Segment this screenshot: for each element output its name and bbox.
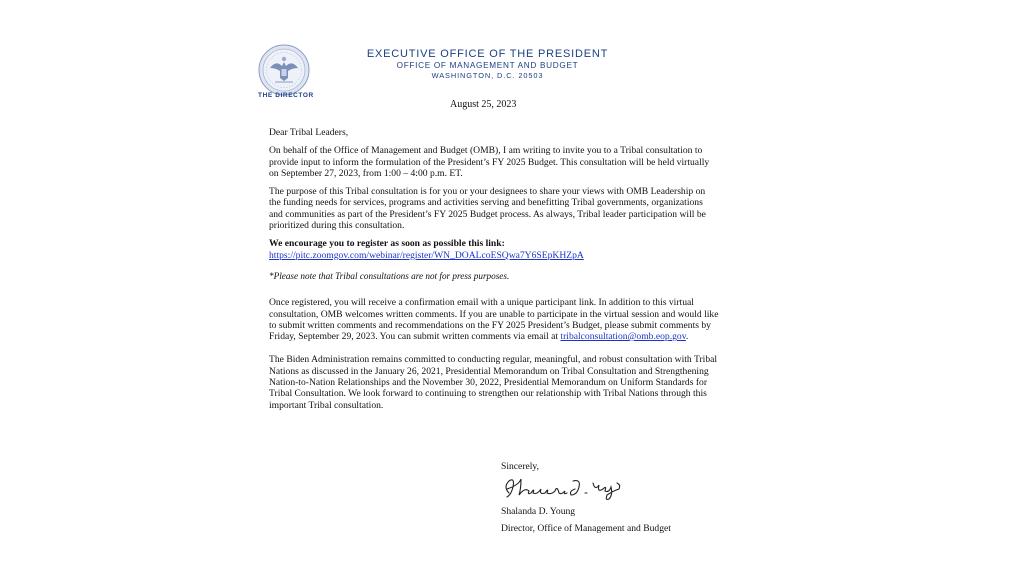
paragraph-comments-end: . (685, 331, 689, 343)
seal-caption: THE DIRECTOR (258, 92, 314, 99)
letterhead-office: EXECUTIVE OFFICE OF THE PRESIDENT (366, 48, 609, 60)
paragraph-purpose: The purpose of this Tribal consultation is for you or your designees to share your views with OMB Leadership on the funding needs for services, programs and activities serving and benefitting Tribal governments, organizations and communities as part of the President’s FY 2025 Budget process. As always, Tribal leader participation will be prioritized during this consultation. (269, 186, 706, 232)
paragraph-comments (269, 297, 719, 342)
email-link[interactable]: tribalconsultation@omb.eop.gov (560, 331, 686, 343)
signer-title: Director, Office of Management and Budget (501, 523, 671, 534)
letter-date: August 25, 2023 (450, 99, 517, 110)
paragraph-comments-text: Once registered, you will receive a confirmation email with a unique participant link. In addition to this virtual consultation, OMB welcomes written comments. If you are unable to participate in the virtual session and would like to submit written comments and recommendations on the FY 2025 President’s Budget, please submit comments by Friday, September 29, 2023. You can submit written comments via email at (269, 297, 719, 343)
registration-block (269, 238, 719, 261)
letter-body (269, 127, 719, 421)
signer-name: Shalanda D. Young (501, 506, 576, 517)
salutation: Dear Tribal Leaders, (269, 127, 349, 138)
press-note: *Please note that Tribal consultations are not for press purposes. (269, 270, 510, 281)
signature-icon (499, 473, 625, 503)
presidential-seal-icon (258, 44, 310, 96)
letterhead-address: WASHINGTON, D.C. 20503 (431, 71, 544, 80)
letterhead-agency: OFFICE OF MANAGEMENT AND BUDGET (396, 61, 579, 70)
paragraph-commitment: The Biden Administration remains committed to conducting regular, meaningful, and robust consultation with Tribal Nations as discussed in the January 26, 2021, Presidential Memorandum on Tribal Consultation and Strengthening Nation-to-Nation Relationships and the November 30, 2022, Presidential Memorandum on Uniform Standards for Tribal Consultation. We look forward to continuing to strengthen our relationship with Tribal Nations through this important Tribal consultation. (269, 354, 718, 411)
paragraph-invitation: On behalf of the Office of Management and Budget (OMB), I am writing to invite you to a Tribal consultation to provide input to inform the formulation of the President’s FY 2025 Budget. This consultation will be held virtually on September 27, 2023, from 1:00 – 4:00 p.m. ET. (269, 145, 710, 179)
closing-sincerely: Sincerely, (501, 461, 540, 472)
registration-link[interactable]: https://pitc.zoomgov.com/webinar/register/WN_DOALcoESQwa7Y6SEpKHZpA (269, 249, 584, 261)
registration-heading: We encourage you to register as soon as possible this link: (269, 238, 505, 250)
letterhead (355, 48, 620, 81)
